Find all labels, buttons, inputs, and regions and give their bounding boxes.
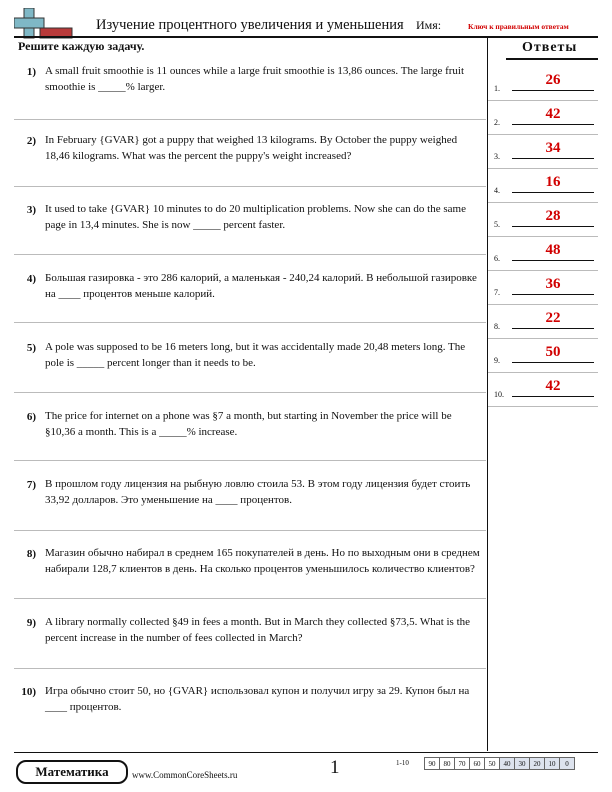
answer-separator <box>488 270 598 271</box>
answers-rule <box>506 58 598 60</box>
subject-badge: Математика <box>16 760 128 784</box>
answer-number: 3. <box>494 152 500 161</box>
answer-line <box>512 328 594 329</box>
question-text: A library normally collected §49 in fees a month. But in March they collected §73,5. What is the percent increase in the number of fees collected in March? <box>45 616 471 644</box>
question-separator <box>14 119 486 120</box>
answer-key-label: Ключ к правильным ответам <box>468 22 569 31</box>
answer-separator <box>488 406 598 407</box>
question-number: 1) <box>26 66 36 78</box>
answer-number: 7. <box>494 288 500 297</box>
instruction: Решите каждую задачу. <box>18 39 145 53</box>
question-number: 8) <box>26 548 36 560</box>
answers-title: Ответы <box>522 40 578 55</box>
score-table <box>424 757 575 770</box>
score-cell: 10 <box>545 758 560 770</box>
answer-number: 1. <box>494 84 500 93</box>
footer-rule <box>14 752 598 753</box>
answer-separator <box>488 304 598 305</box>
score-range-label: 1-10 <box>396 759 409 767</box>
answer-value: 16 <box>545 174 561 190</box>
question-separator <box>14 668 486 669</box>
answer-value: 26 <box>545 72 561 88</box>
question-separator <box>14 254 486 255</box>
answer-separator <box>488 134 598 135</box>
score-cell: 20 <box>530 758 545 770</box>
question-number: 2) <box>26 135 36 147</box>
question-separator <box>14 392 486 393</box>
worksheet-title: Изучение процентного увеличения и уменьшения <box>96 17 404 33</box>
score-cell: 80 <box>440 758 455 770</box>
answer-separator <box>488 338 598 339</box>
answer-line <box>512 226 594 227</box>
question-number: 4) <box>26 273 36 285</box>
answer-value: 36 <box>545 276 561 292</box>
score-cell: 0 <box>560 758 575 770</box>
page-number: 1 <box>330 757 340 778</box>
answer-value: 42 <box>545 378 561 394</box>
question-text: In February {GVAR} got a puppy that weighed 13 kilograms. By October the puppy weighed 18,46 kilograms. What was the percent the puppy's weight increased? <box>45 134 458 162</box>
question-number: 10) <box>21 686 36 698</box>
question-text: A pole was supposed to be 16 meters long, but it was accidentally made 20,48 meters long. The pole is _____ percent longer than it needs to be. <box>45 341 466 369</box>
question-text: В прошлом году лицензия на рыбную ловлю стоила 53. В этом году лицензия будет стоить 33,92 долларов. Это уменьшение на ____ процентов. <box>45 478 471 506</box>
score-cell: 60 <box>470 758 485 770</box>
name-label: Имя: <box>416 18 442 32</box>
answer-value: 22 <box>545 310 561 326</box>
answer-line <box>512 260 594 261</box>
question-number: 5) <box>26 342 36 354</box>
answer-line <box>512 158 594 159</box>
question-number: 3) <box>26 204 36 216</box>
question-separator <box>14 186 486 187</box>
column-divider <box>487 37 488 751</box>
answer-number: 4. <box>494 186 500 195</box>
score-cell: 90 <box>425 758 440 770</box>
answer-line <box>512 124 594 125</box>
answer-line <box>512 90 594 91</box>
answer-value: 42 <box>545 106 561 122</box>
question-separator <box>14 530 486 531</box>
answer-number: 10. <box>494 390 504 399</box>
answer-value: 28 <box>545 208 561 224</box>
score-cell: 70 <box>455 758 470 770</box>
question-text: A small fruit smoothie is 11 ounces while a large fruit smoothie is 13,86 ounces. The large fruit smoothie is _____% larger. <box>45 65 465 93</box>
answer-number: 2. <box>494 118 500 127</box>
answer-separator <box>488 236 598 237</box>
score-cell: 50 <box>485 758 500 770</box>
header-rule <box>14 36 598 38</box>
answer-line <box>512 192 594 193</box>
question-text: Магазин обычно набирал в среднем 165 покупателей в день. Но по выходным они в среднем набирали 128,7 клиентов в день. На сколько процентов уменьшилось количество клиентов? <box>45 547 480 575</box>
score-cell: 40 <box>500 758 515 770</box>
question-separator <box>14 460 486 461</box>
question-text: Игра обычно стоит 50, но {GVAR} использовал купон и получил игру за 29. Купон был на ____ процентов. <box>45 685 470 713</box>
answer-number: 6. <box>494 254 500 263</box>
question-separator <box>14 598 486 599</box>
answer-separator <box>488 202 598 203</box>
answer-value: 50 <box>545 344 561 360</box>
answer-value: 34 <box>545 140 561 156</box>
question-number: 6) <box>26 411 36 423</box>
answer-number: 8. <box>494 322 500 331</box>
answer-value: 48 <box>545 242 561 258</box>
answer-separator <box>488 100 598 101</box>
answer-line <box>512 294 594 295</box>
question-text: It used to take {GVAR} 10 minutes to do 20 multiplication problems. Now she can do the same page in 13,4 minutes. She is now _____ percent faster. <box>45 203 466 231</box>
website-link[interactable]: www.CommonCoreSheets.ru <box>132 770 238 780</box>
question-text: The price for internet on a phone was §7 a month, but starting in November the price will be §10,36 a month. This is a _____% increase. <box>45 410 452 438</box>
score-cell: 30 <box>515 758 530 770</box>
question-number: 7) <box>26 479 36 491</box>
question-separator <box>14 322 486 323</box>
question-number: 9) <box>26 617 36 629</box>
answer-number: 9. <box>494 356 500 365</box>
question-text: Большая газировка - это 286 калорий, а маленькая - 240,24 калорий. В небольшой газировке на ____ процентов меньше калорий. <box>45 272 477 300</box>
answer-separator <box>488 168 598 169</box>
answer-separator <box>488 372 598 373</box>
answer-number: 5. <box>494 220 500 229</box>
answer-line <box>512 396 594 397</box>
answer-line <box>512 362 594 363</box>
